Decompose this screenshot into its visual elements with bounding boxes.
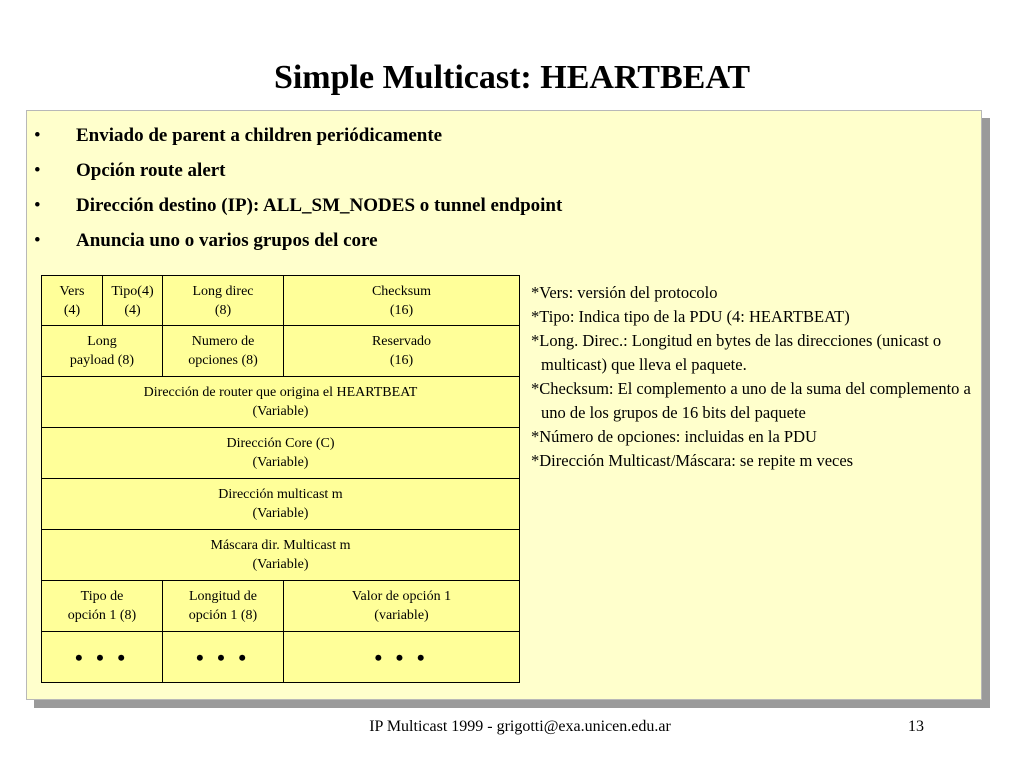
- bullet-list: [34, 124, 562, 264]
- page-number: 13: [908, 718, 924, 735]
- field-continuation: • • •: [41, 631, 163, 683]
- field-option-type: Tipo de opción 1 (8): [41, 580, 163, 632]
- field-notes: [531, 281, 971, 473]
- field-router-address: Dirección de router que origina el HEARTBEAT (Variable): [41, 376, 520, 428]
- bullet-text: Anuncia uno o varios grupos del core: [76, 230, 378, 251]
- field-continuation: • • •: [283, 631, 520, 683]
- field-reservado: Reservado (16): [283, 325, 520, 377]
- bullet-text: Enviado de parent a children periódicamente: [76, 125, 443, 146]
- field-numero-opciones: Numero de opciones (8): [162, 325, 284, 377]
- bullet-icon: •: [34, 125, 41, 146]
- bullet-item: [34, 159, 562, 194]
- note-item: *Checksum: El complemento a uno de la suma del complemento a uno de los grupos de 16 bits del paquete: [531, 379, 971, 422]
- note-item: *Número de opciones: incluidas en la PDU: [531, 427, 817, 446]
- field-long-direc: Long direc (8): [162, 275, 284, 326]
- note-item: *Vers: versión del protocolo: [531, 283, 718, 302]
- field-core-address: Dirección Core (C) (Variable): [41, 427, 520, 479]
- footer-text: IP Multicast 1999 - grigotti@exa.unicen.edu.ar: [369, 718, 671, 735]
- field-long-payload: Long payload (8): [41, 325, 163, 377]
- packet-format-diagram: [41, 275, 520, 683]
- field-option-value: Valor de opción 1 (variable): [283, 580, 520, 632]
- bullet-item: [34, 124, 562, 159]
- bullet-item: [34, 194, 562, 229]
- bullet-icon: •: [34, 230, 41, 251]
- note-item: *Tipo: Indica tipo de la PDU (4: HEARTBEAT): [531, 307, 850, 326]
- field-vers: Vers (4): [41, 275, 103, 326]
- field-multicast-address: Dirección multicast m (Variable): [41, 478, 520, 530]
- field-continuation: • • •: [162, 631, 284, 683]
- bullet-text: Opción route alert: [76, 160, 226, 181]
- field-option-length: Longitud de opción 1 (8): [162, 580, 284, 632]
- field-tipo: Tipo(4) (4): [102, 275, 163, 326]
- field-checksum: Checksum (16): [283, 275, 520, 326]
- bullet-icon: •: [34, 195, 41, 216]
- bullet-icon: •: [34, 160, 41, 181]
- bullet-item: [34, 229, 562, 264]
- bullet-text: Dirección destino (IP): ALL_SM_NODES o tunnel endpoint: [76, 195, 563, 216]
- field-multicast-mask: Máscara dir. Multicast m (Variable): [41, 529, 520, 581]
- slide-title: Simple Multicast: HEARTBEAT: [273, 59, 751, 96]
- note-item: *Dirección Multicast/Máscara: se repite m veces: [531, 451, 854, 470]
- note-item: *Long. Direc.: Longitud en bytes de las direcciones (unicast o multicast) que lleva el paquete.: [531, 331, 942, 374]
